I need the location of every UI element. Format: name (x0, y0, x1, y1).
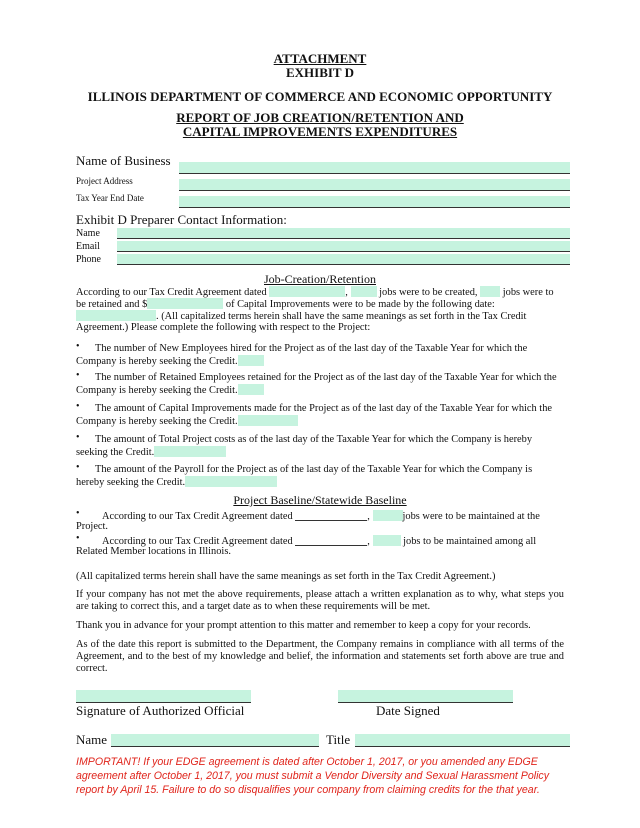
bullet-1: • (76, 341, 80, 352)
item-5-line-1: The amount of the Payroll for the Project as of the last day of the Taxable Year for which the Company is (95, 464, 533, 475)
project-address-field[interactable] (179, 179, 570, 191)
bullet-5: • (76, 462, 80, 473)
job-para-text-f: of Capital Improvements were to be made by the following date: (225, 299, 495, 310)
closing-para-2: If your company has not met the above requirements, please attach a written explanation as to why, what steps you are taking to correct this, and a target date as to when these requirements will be met. (76, 589, 564, 613)
capital-amount-field[interactable] (147, 298, 223, 309)
job-para-text-a: According to our Tax Credit Agreement dated (76, 287, 267, 298)
job-para-text-g: . (All capitalized terms herein shall have the same meanings as set forth in the Tax Credit (156, 311, 527, 322)
bullet-4: • (76, 432, 80, 443)
jobs-related-field[interactable] (373, 535, 401, 546)
project-address-label: Project Address (76, 176, 133, 186)
closing-para-1: (All capitalized terms herein shall have the same meanings as set forth in the Tax Credit Agreement.) (76, 571, 496, 582)
report-title-line-1: REPORT OF JOB CREATION/RETENTION AND (176, 110, 464, 125)
date-signed-field[interactable] (338, 690, 513, 703)
new-employees-field[interactable] (238, 355, 264, 366)
agreement-date-field[interactable] (269, 286, 345, 297)
baseline-text-a: According to our Tax Credit Agreement dated (102, 511, 293, 522)
notice-line-3: report by April 15. Failure to do so disqualifies your company from claiming credits for the that year. (76, 784, 540, 796)
item-4-line-1: The amount of Total Project costs as of the last day of the Taxable Year for which the Company is hereby (95, 434, 533, 445)
preparer-email-field[interactable] (117, 241, 570, 252)
item-5-line-2 (76, 476, 277, 489)
baseline-section-heading: Project Baseline/Statewide Baseline (233, 493, 407, 507)
item-3-text: Company is hereby seeking the Credit. (76, 416, 238, 427)
preparer-name-label: Name (76, 228, 100, 239)
baseline-date-2[interactable] (295, 534, 367, 546)
bullet-3: • (76, 401, 80, 412)
date-signed-label: Date Signed (376, 703, 440, 718)
baseline-line-4: Related Member locations in Illinois. (76, 546, 231, 557)
job-para-line-4: Agreement.) Please complete the following with respect to the Project: (76, 322, 371, 333)
preparer-email-label: Email (76, 241, 100, 252)
business-name-label: Name of Business (76, 153, 171, 168)
baseline-line-2: Project. (76, 521, 109, 532)
baseline-text-e: , (367, 536, 370, 547)
signature-label: Signature of Authorized Official (76, 703, 245, 718)
tax-year-field[interactable] (179, 196, 570, 208)
agency-heading: ILLINOIS DEPARTMENT OF COMMERCE AND ECONOMIC OPPORTUNITY (87, 89, 553, 104)
item-3-line-2 (76, 415, 298, 428)
baseline-text-b: , (367, 511, 370, 522)
item-4-text: seeking the Credit. (76, 447, 155, 458)
exhibit-heading: EXHIBIT D (285, 65, 355, 80)
baseline-bullet-2: • (76, 533, 80, 544)
tax-year-label: Tax Year End Date (76, 193, 144, 203)
baseline-date-1[interactable] (295, 509, 367, 521)
preparer-heading: Exhibit D Preparer Contact Information: (76, 212, 287, 227)
job-para-text-b: , (345, 287, 348, 298)
item-2-text: Company is hereby seeking the Credit. (76, 385, 238, 396)
signer-title-field[interactable] (355, 734, 570, 747)
notice-line-2: agreement after October 1, 2017, you must submit a Vendor Diversity and Sexual Harassment Policy (76, 770, 550, 782)
improvement-date-field[interactable] (76, 310, 156, 321)
baseline-text-d: According to our Tax Credit Agreement dated (102, 536, 293, 547)
jobs-maintained-field[interactable] (373, 510, 403, 521)
item-1-line-2 (76, 355, 264, 368)
job-para-text-c: jobs were to be created, (379, 287, 478, 298)
preparer-phone-label: Phone (76, 254, 101, 265)
signer-name-label: Name (76, 732, 108, 747)
item-2-line-1: The number of Retained Employees retained for the Project as of the last day of the Taxable Year for which the (95, 372, 557, 383)
job-para-text-d: jobs were to (502, 287, 554, 298)
report-title-line-2: CAPITAL IMPROVEMENTS EXPENDITURES (182, 124, 458, 139)
item-4-line-2 (76, 446, 226, 459)
business-name-field[interactable] (179, 162, 570, 174)
signer-name-field[interactable] (111, 734, 319, 747)
item-5-text: hereby seeking the Credit. (76, 477, 186, 488)
baseline-text-c: jobs were to be maintained at the (402, 511, 540, 522)
signer-title-label: Title (326, 732, 351, 747)
closing-para-3: Thank you in advance for your prompt attention to this matter and remember to keep a copy for your records. (76, 620, 531, 631)
payroll-field[interactable] (185, 476, 277, 487)
signature-field[interactable] (76, 690, 251, 703)
closing-para-4: As of the date this report is submitted to the Department, the Company remains in compliance with all terms of the Agreement, and to the best of my knowledge and belief, the information and statements set forth above are true and correct. (76, 639, 564, 675)
total-costs-field[interactable] (154, 446, 226, 457)
job-para-text-e: be retained and $ (76, 299, 148, 310)
item-1-text: Company is hereby seeking the Credit. (76, 356, 238, 367)
jobs-created-field[interactable] (351, 286, 377, 297)
item-2-line-2 (76, 384, 264, 397)
preparer-name-field[interactable] (117, 228, 570, 239)
job-section-heading: Job-Creation/Retention (264, 272, 376, 286)
bullet-2: • (76, 370, 80, 381)
retained-employees-field[interactable] (238, 384, 264, 395)
attachment-heading: ATTACHMENT (273, 51, 367, 66)
item-3-line-1: The amount of Capital Improvements made for the Project as of the last day of the Taxable Year for which the (95, 403, 552, 414)
item-1-line-1: The number of New Employees hired for the Project as of the last day of the Taxable Year for which the (95, 343, 528, 354)
baseline-bullet-1: • (76, 508, 80, 519)
preparer-phone-field[interactable] (117, 254, 570, 265)
notice-line-1: IMPORTANT! If your EDGE agreement is dated after October 1, 2017, or you amended any EDGE (76, 756, 538, 768)
jobs-retained-field[interactable] (480, 286, 500, 297)
baseline-text-f: jobs to be maintained among all (403, 536, 537, 547)
capital-improvements-field[interactable] (238, 415, 298, 426)
